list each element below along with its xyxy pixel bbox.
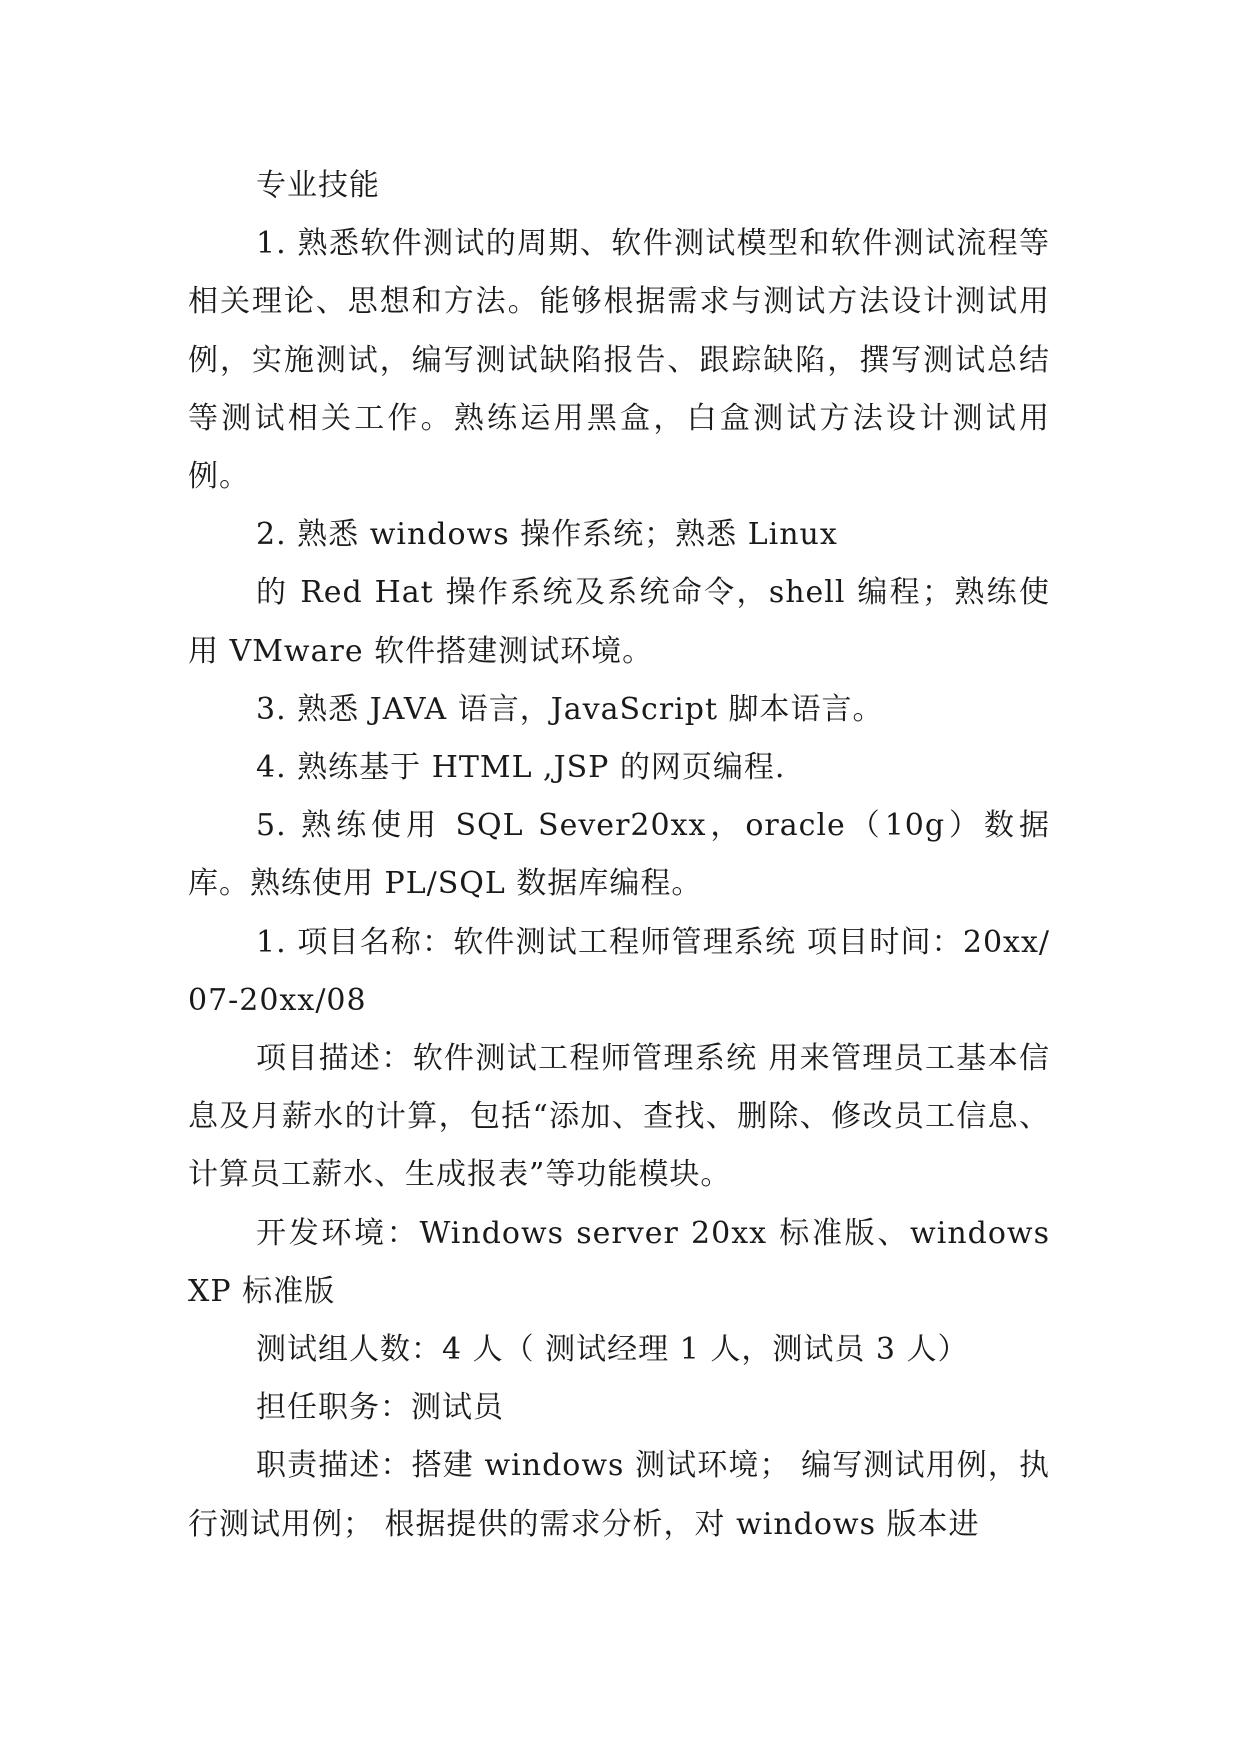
skill-item-2-continued: 的 Red Hat 操作系统及系统命令，shell 编程；熟练使用 VMware 软件搭建测试环境。 [188, 575, 1050, 669]
document-body [188, 157, 1050, 1554]
responsibilities: 职责描述：搭建 windows 测试环境； 编写测试用例，执行测试用例； 根据提供的需求分析，对 windows 版本进 [188, 1448, 1050, 1542]
skill-item-4: 4. 熟练基于 HTML ,JSP 的网页编程. [256, 750, 786, 786]
role: 担任职务：测试员 [256, 1390, 504, 1426]
skill-item-2: 2. 熟悉 windows 操作系统；熟悉 Linux [256, 517, 838, 553]
project-name-and-time: 1. 项目名称：软件测试工程师管理系统 项目时间：20xx/07-20xx/08 [188, 924, 1050, 1018]
project-description: 项目描述：软件测试工程师管理系统 用来管理员工基本信息及月薪水的计算，包括“添加、查找、删除、修改员工信息、计算员工薪水、生成报表”等功能模块。 [188, 1041, 1050, 1193]
skill-item-5: 5. 熟练使用 SQL Sever20xx，oracle（10g）数据库。熟练使用 PL/SQL 数据库编程。 [188, 808, 1050, 902]
dev-environment: 开发环境：Windows server 20xx 标准版、windows XP 标准版 [188, 1215, 1050, 1309]
skill-item-1: 1. 熟悉软件测试的周期、软件测试模型和软件测试流程等相关理论、思想和方法。能够根据需求与测试方法设计测试用例，实施测试，编写测试缺陷报告、跟踪缺陷，撰写测试总结等测试相关工作。熟练运用黑盒，白盒测试方法设计测试用例。 [188, 226, 1050, 495]
skill-item-3: 3. 熟悉 JAVA 语言，JavaScript 脚本语言。 [256, 691, 884, 727]
section-heading-skills: 专业技能 [256, 168, 380, 203]
test-team-size: 测试组人数：4 人（ 测试经理 1 人，测试员 3 人） [256, 1332, 969, 1368]
